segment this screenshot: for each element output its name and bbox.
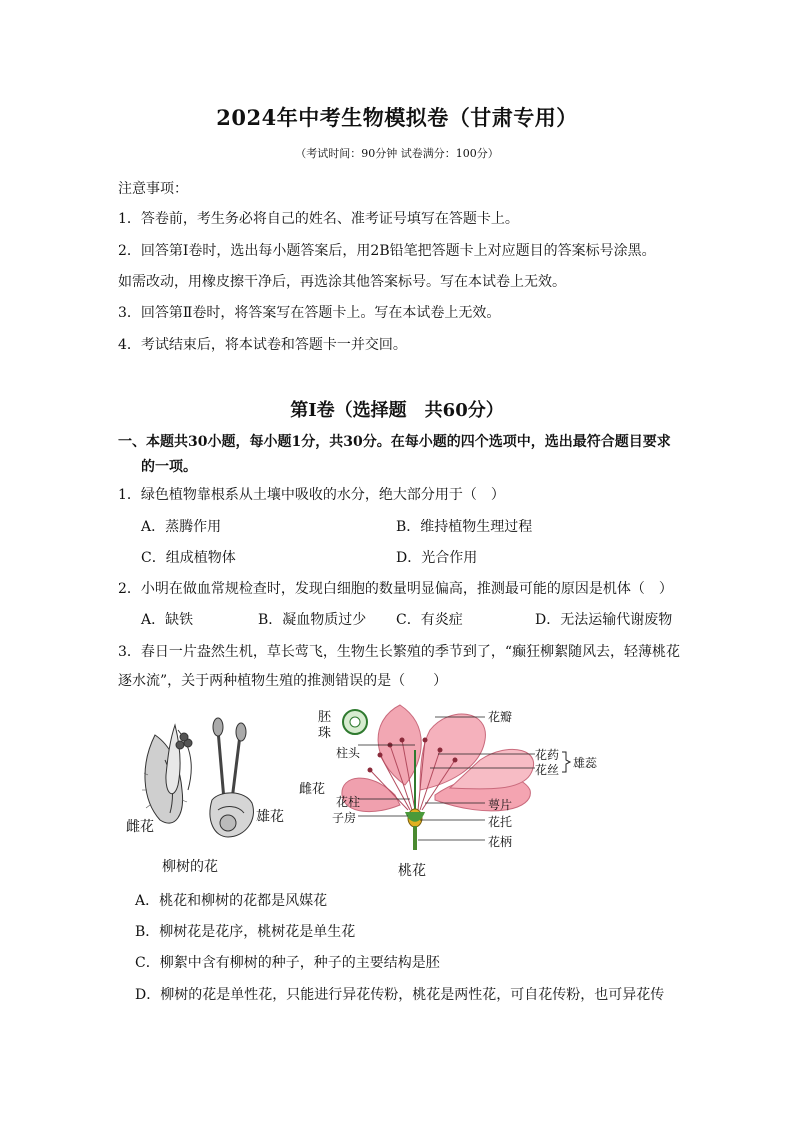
exam-title: 2024年中考生物模拟卷（甘肃专用） (216, 105, 578, 130)
question-3-stem-line2: 逐水流”，关于两种植物生殖的推测错误的是（ ） (118, 673, 448, 689)
note-item-4: 4．考试结束后，将本试卷和答题卡一并交回。 (118, 337, 407, 353)
peach-label-pedicel: 花柄 (488, 835, 513, 849)
question-2-stem: 2．小明在做血常规检查时，发现白细胞的数量明显偏高，推测最可能的原因是机体（ ） (118, 581, 673, 597)
peach-flower-illustration (330, 700, 590, 860)
peach-caption: 桃花 (398, 863, 426, 879)
willow-caption: 柳树的花 (162, 859, 218, 875)
peach-label-ovule-2: 珠 (318, 726, 332, 741)
question-1-stem: 1．绿色植物靠根系从土壤中吸收的水分，绝大部分用于（ ） (118, 487, 505, 503)
question-2-option-b: B．凝血物质过少 (258, 612, 367, 628)
section-title: 第Ⅰ卷（选择题 共60分） (290, 400, 504, 421)
peach-label-receptacle: 花托 (488, 815, 513, 829)
peach-label-pistil: 雌花 (299, 782, 326, 797)
question-2-option-a: A．缺铁 (141, 612, 194, 628)
question-3-stem-line1: 3．春日一片盎然生机，草长莺飞，生物生长繁殖的季节到了，“癫狂柳絮随风去，轻薄桃花 (118, 644, 681, 660)
note-item-2: 2．回答第Ⅰ卷时，选出每小题答案后，用2B铅笔把答题卡上对应题目的答案标号涂黑。 (118, 243, 656, 259)
question-3-option-d: D．柳树的花是单性花，只能进行异花传粉，桃花是两性花，可自花传粉，也可异花传 (135, 987, 665, 1003)
section-instruction-line2: 的一项。 (141, 459, 197, 475)
note-item-3: 3．回答第Ⅱ卷时，将答案写在答题卡上。写在本试卷上无效。 (118, 305, 501, 321)
peach-label-ovary: 子房 (332, 811, 357, 825)
peach-label-sepal: 萼片 (488, 798, 513, 812)
section-instruction-line1: 一、本题共30小题，每小题1分，共30分。在每小题的四个选项中，选出最符合题目要求 (118, 434, 671, 450)
peach-label-stigma: 柱头 (336, 746, 361, 760)
question-2-option-d: D．无法运输代谢废物 (535, 612, 673, 628)
peach-label-style: 花柱 (336, 795, 361, 809)
question-3-option-c: C．柳絮中含有柳树的种子，种子的主要结构是胚 (135, 955, 440, 971)
exam-subtitle: （考试时间：90分钟 试卷满分：100分） (295, 147, 499, 160)
peach-label-stamen: 雄蕊 (573, 756, 598, 770)
peach-label-ovule-1: 胚 (318, 710, 332, 725)
question-1-option-a: A．蒸腾作用 (141, 519, 222, 535)
question-1-option-c: C．组成植物体 (141, 550, 236, 566)
note-item-1: 1．答卷前，考生务必将自己的姓名、准考证号填写在答题卡上。 (118, 211, 519, 227)
peach-label-anther: 花药 (535, 748, 560, 762)
question-3-option-b: B．柳树花是花序，桃树花是单生花 (135, 924, 356, 940)
peach-label-filament: 花丝 (535, 763, 560, 777)
note-item-2-cont: 如需改动，用橡皮擦干净后，再选涂其他答案标号。写在本试卷上无效。 (118, 274, 566, 290)
willow-female-label: 雌花 (126, 819, 154, 835)
question-3-option-a: A．桃花和柳树的花都是风媒花 (135, 893, 328, 909)
notes-heading: 注意事项： (118, 181, 188, 197)
willow-flower-illustration (120, 705, 290, 875)
willow-male-label: 雄花 (256, 809, 284, 825)
peach-label-petal: 花瓣 (488, 710, 513, 724)
question-1-option-d: D．光合作用 (396, 550, 478, 566)
question-1-option-b: B．维持植物生理过程 (396, 519, 533, 535)
question-2-option-c: C．有炎症 (396, 612, 463, 628)
